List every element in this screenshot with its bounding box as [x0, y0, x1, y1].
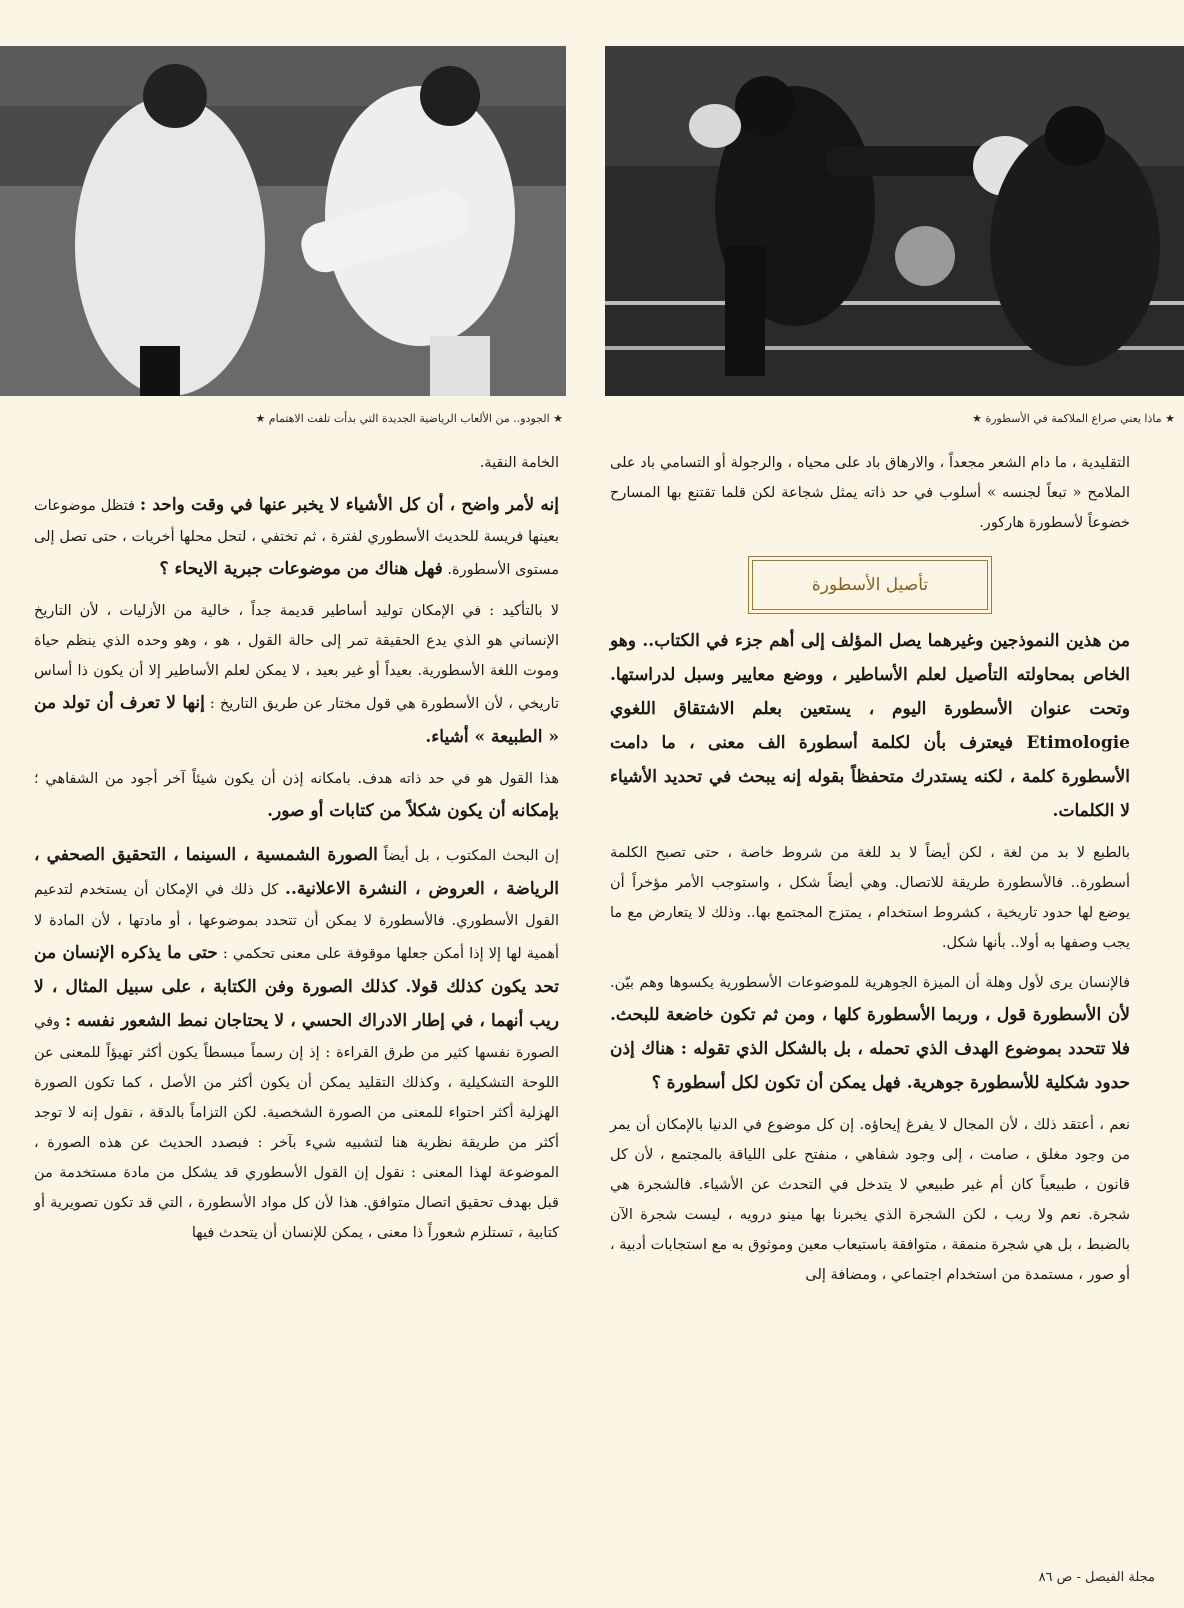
text-run: هذا القول هو في حد ذاته هدف. بامكانه إذن أن يكون شيئاً آخر أجود من الشفاهي ؛ — [34, 771, 559, 787]
left-column — [34, 448, 559, 1258]
page-footer: مجلة الفيصل - ص ٨٦ — [1038, 1570, 1155, 1585]
text-run-bold: حتى ما يذكره الإنسان من تحد يكون كذلك قولا. كذلك الصورة وفن الكتابة ، على سبيل المثال ، لا ريب أنهما ، في إطار الادراك الحسي ، لا يحتاجان نمط الشعور نفسه : — [34, 943, 560, 1031]
paragraph — [610, 968, 1130, 1100]
judo-photo — [0, 46, 566, 396]
text-run: إن البحث المكتوب ، بل أيضاً — [383, 848, 559, 864]
paragraph: نعم ، أعتقد ذلك ، لأن المجال لا يفرغ إيحاؤه. إن كل موضوع في الدنيا بالإمكان أن يمر من وجود مغلق ، صامت ، إلى وجود شفاهي ، منفتح على اللياقة بالمجتمع ، لأن كل قانون ، طبيعياً كان أم غير طبيعي لا يتدخل في التحدث عن الأشياء. فالشجرة هي شجرة. نعم ولا ريب ، لكن الشجرة الذي يخبرنا بها مينو درويه ، ليست شجرة الآن بالضبط ، بل هي شجرة منمقة ، متوافقة باستيعاب معين وموثوق به مع استجابات أدبية ، أو صور ، مستمدة من استخدام اجتماعي ، ومضافة إلى — [610, 1117, 1130, 1283]
right-column — [610, 448, 1130, 1300]
paragraph: التقليدية ، ما دام الشعر مجعداً ، والارهاق باد على محياه ، والرجولة أو التسامي باد على الملامح « تبعاً لجنسه » أسلوب في حد ذاته يمثل شجاعة لكن قلما تقتنع بها المسارح خضوعاً لأسطورة هاركور. — [610, 455, 1130, 531]
boxing-caption: ★ ماذا يعني صراع الملاكمة في الأسطورة ★ — [972, 412, 1175, 425]
paragraph: الخامة النقية. — [479, 455, 559, 471]
text-run-bold: إنها لا تعرف أن تولد من « الطبيعة » أشياء. — [34, 693, 559, 747]
paragraph: بالطبع لا بد من لغة ، لكن أيضاً لا بد للغة من شروط خاصة ، حتى تصبح الكلمة أسطورة.. فالأسطورة طريقة للاتصال. وهي أيضاً شكل ، واستوجب الأمر مؤخراً أن يوضع لها حدود تاريخية ، كشروط استخدام ، يمتزج المجتمع بها.. وذلك لا يتعارض مع ما يجب وصفها به أولا.. بأنها شكل. — [610, 845, 1130, 951]
paragraph — [34, 838, 559, 1248]
paragraph — [34, 764, 559, 828]
text-run-bold: الصورة الشمسية ، السينما ، التحقيق الصحفي ، الرياضة ، العروض ، النشرة الاعلانية.. — [34, 845, 560, 899]
text-run: فتظل موضوعات بعينها فريسة للحديث الأسطوري لفترة ، ثم تختفي ، لتحل محلها أخريات ، حتى تصل إلى مستوى الأسطورة. — [34, 498, 559, 578]
paragraph-bold: من هذين النموذجين وغيرهما يصل المؤلف إلى أهم جزء في الكتاب.. وهو الخاص بمحاولته التأصيل لعلم الأساطير ، ووضع معايير وسبل لدراستها. وتحت عنوان الأسطورة اليوم ، يستعين بعلم الاشتقاق اللغوي Etimologie فيعترف بأن لكلمة أسطورة الف معنى ، ما دامت الأسطورة كلمة ، لكنه يستدرك متحفظاً بقوله إنه يبحث في تحديد الأشياء لا الكلمات. — [610, 631, 1130, 821]
boxing-photo — [605, 46, 1184, 396]
text-run-bold: بإمكانه أن يكون شكلاً من كتابات أو صور. — [267, 801, 559, 821]
paragraph — [34, 488, 559, 586]
text-run-bold: فهل هناك من موضوعات جبرية الايحاء ؟ — [159, 559, 443, 579]
text-run-bold: إنه لأمر واضح ، أن كل الأشياء لا يخبر عنها في وقت واحد : — [139, 495, 560, 515]
paragraph — [34, 596, 559, 754]
text-run: لا بالتأكيد : في الإمكان توليد أساطير قديمة جداً ، خالية من الأزليات ، لأن التاريخ الإنساني هو الذي يدع الحقيقة تمر إلى حالة القول ، هو ، وهو وحده الذي ينظم حياة وموت اللغة الأسطورية. بعيداً أو غير بعيد ، لا يمكن لعلم الأساطير إلا أن يكون ذا أساس تاريخي ، لأن الأسطورة هي قول مختار عن طريق التاريخ : — [34, 603, 559, 712]
section-heading: تأصيل الأسطورة — [752, 560, 988, 610]
judo-caption: ★ الجودو.. من الألعاب الرياضية الجديدة التي بدأت تلفت الاهتمام ★ — [255, 412, 563, 425]
text-run-bold: لأن الأسطورة قول ، وربما الأسطورة كلها ، ومن ثم تكون خاضعة للبحث. فلا تتحدد بموضوع الهدف الذي تحمله ، بل بالشكل الذي تقوله : هناك إذن حدود شكلية للأسطورة جوهرية. فهل يمكن أن تكون لكل أسطورة ؟ — [610, 1005, 1130, 1093]
text-run: كل ذلك في الإمكان أن يستخدم لتدعيم القول الأسطوري. فالأسطورة لا يمكن أن تتحدد بموضوعها ، أو مادتها ، لأن المادة لا أهمية لها إلا إذا أمكن جعلها موقوفة على معنى تحكمي : — [34, 882, 559, 962]
text-run: وفي الصورة نفسها كثير من طرق القراءة : إذ إن رسماً مبسطاً يكون أكثر تهيؤاً للمعنى عن اللوحة التشكيلية ، وكذلك التقليد يمكن أن يكون أكثر من الأصل ، كما تكون الصورة الهزلية أكثر احتواء للمعنى من الصورة الشخصية. لكن التزاماً بالدقة ، نقول إنه لا توجد أكثر من طريقة نظرية هنا لتشبيه شيء بآخر : فبصدد الحديث عن هذه الصورة ، الموضوعة لهذا المعنى : نقول إن القول الأسطوري قد يشكل من مادة مستخدمة من قبل بهدف تحقيق اتصال متوافق. هذا لأن كل مواد الأسطورة ، التي قد تكون تصويرية أو كتابية ، تستلزم شعوراً ذا معنى ، يمكن للإنسان أن يتحدث فيها — [34, 1014, 559, 1241]
text-run: فالإنسان يرى لأول وهلة أن الميزة الجوهرية للموضوعات الأسطورية يكسوها وهم بيّن. — [610, 975, 1130, 991]
